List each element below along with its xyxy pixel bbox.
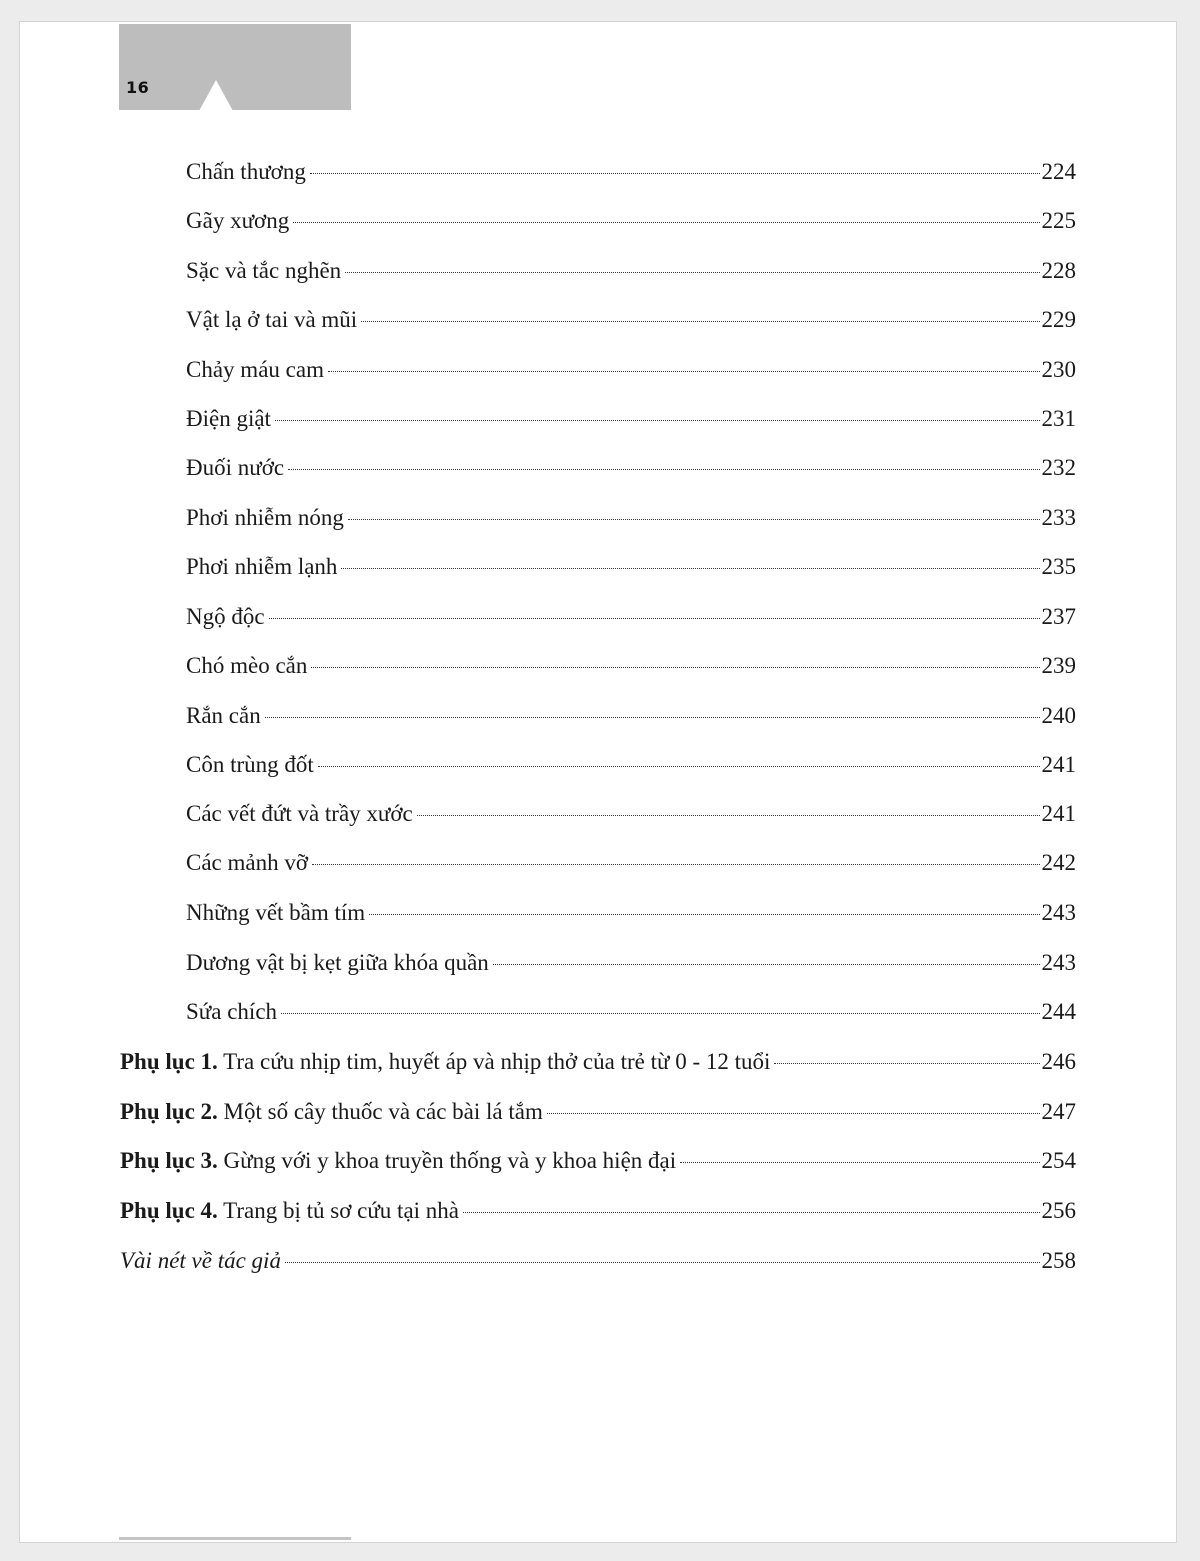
- dot-leader: [369, 914, 1039, 915]
- appendix-title-text: Gừng với y khoa truyền thống và y khoa hiện đại: [223, 1148, 677, 1173]
- toc-entry[interactable]: [186, 404, 1076, 434]
- toc-entry-page: 224: [1041, 159, 1076, 184]
- dot-leader: [348, 519, 1040, 520]
- toc-entry-title: Phơi nhiễm lạnh: [186, 554, 338, 579]
- dot-leader: [312, 864, 1039, 865]
- toc-entry[interactable]: [186, 602, 1076, 632]
- toc-entry[interactable]: [186, 256, 1076, 286]
- dot-leader: [311, 667, 1039, 668]
- dot-leader: [493, 964, 1040, 965]
- toc-entry-page: 241: [1041, 752, 1076, 777]
- toc-entry-page: 228: [1041, 258, 1076, 283]
- toc-entry-title: Côn trùng đốt: [186, 752, 314, 777]
- dot-leader: [328, 371, 1040, 372]
- toc-appendix-title: [120, 1196, 459, 1226]
- dot-leader: [265, 717, 1040, 718]
- toc-entry-page: 258: [1041, 1248, 1076, 1273]
- dot-leader: [281, 1013, 1039, 1014]
- toc-entry[interactable]: [186, 701, 1076, 731]
- dot-leader: [463, 1212, 1040, 1213]
- toc-entry-title: Chó mèo cắn: [186, 653, 308, 678]
- toc-entry-page: 240: [1041, 703, 1076, 728]
- appendix-label: Phụ lục 3.: [120, 1148, 218, 1173]
- toc-entry-title: Chảy máu cam: [186, 357, 324, 382]
- toc-entry-page: 254: [1041, 1148, 1076, 1173]
- toc-entry-title: Chấn thương: [186, 159, 306, 184]
- dot-leader: [293, 222, 1039, 223]
- toc-entry[interactable]: [186, 799, 1076, 829]
- toc-entry-title: Gãy xương: [186, 208, 290, 233]
- toc-entry-page: 225: [1041, 208, 1076, 233]
- dot-leader: [680, 1162, 1039, 1163]
- toc-appendix-entry[interactable]: [120, 1146, 1076, 1176]
- page-number: 16: [126, 78, 150, 97]
- toc-entry[interactable]: [186, 898, 1076, 928]
- toc-entry-page: 242: [1041, 850, 1076, 875]
- appendix-label: Phụ lục 4.: [120, 1198, 218, 1223]
- dot-leader: [318, 766, 1040, 767]
- toc-appendix-title: [120, 1047, 770, 1077]
- toc-entry-title: Các vết đứt và trầy xước: [186, 801, 413, 826]
- page-number-tab: [119, 24, 351, 110]
- toc-appendix-title: [120, 1146, 676, 1176]
- toc-entry[interactable]: [186, 355, 1076, 385]
- dot-leader: [345, 272, 1039, 273]
- footer-rule: [119, 1537, 351, 1540]
- toc-entry-page: 235: [1041, 554, 1076, 579]
- toc-entry[interactable]: [186, 651, 1076, 681]
- toc-entry-page: 243: [1041, 950, 1076, 975]
- dot-leader: [285, 1262, 1040, 1263]
- appendix-title-text: Tra cứu nhịp tim, huyết áp và nhịp thở của trẻ từ 0 - 12 tuổi: [223, 1049, 771, 1074]
- toc-entry-page: 231: [1041, 406, 1076, 431]
- toc-entry-page: 247: [1041, 1099, 1076, 1124]
- toc-entry-page: 244: [1041, 999, 1076, 1024]
- toc-entry-title: Điện giật: [186, 406, 271, 431]
- toc-entry-page: 246: [1041, 1049, 1076, 1074]
- toc-entry-page: 233: [1041, 505, 1076, 530]
- toc-entry-page: 241: [1041, 801, 1076, 826]
- toc-entry[interactable]: [186, 750, 1076, 780]
- toc-entry-title: Những vết bầm tím: [186, 900, 366, 925]
- toc-entry[interactable]: [186, 305, 1076, 335]
- dot-leader: [288, 469, 1039, 470]
- dot-leader: [417, 815, 1040, 816]
- dot-leader: [310, 173, 1040, 174]
- appendix-title-text: Trang bị tủ sơ cứu tại nhà: [223, 1198, 459, 1223]
- toc-entry-title: Phơi nhiễm nóng: [186, 505, 344, 530]
- dot-leader: [361, 321, 1039, 322]
- toc-author-title: Vài nét về tác giả: [120, 1248, 281, 1273]
- tab-notch-shape: [199, 80, 233, 111]
- appendix-title-text: Một số cây thuốc và các bài lá tắm: [223, 1099, 543, 1124]
- toc-entry-title: Rắn cắn: [186, 703, 261, 728]
- appendix-label: Phụ lục 1.: [120, 1049, 218, 1074]
- toc-entry-title: Ngộ độc: [186, 604, 265, 629]
- toc-entry[interactable]: [186, 848, 1076, 878]
- dot-leader: [774, 1063, 1039, 1064]
- toc-entry[interactable]: [186, 552, 1076, 582]
- toc-entry[interactable]: [186, 206, 1076, 236]
- toc-entry-title: Dương vật bị kẹt giữa khóa quần: [186, 950, 489, 975]
- dot-leader: [547, 1113, 1040, 1114]
- toc-entry-page: 256: [1041, 1198, 1076, 1223]
- toc-appendix-entry[interactable]: [120, 1196, 1076, 1226]
- book-page: [20, 22, 1176, 1542]
- toc-entry-page: 239: [1041, 653, 1076, 678]
- toc-entry-page: 243: [1041, 900, 1076, 925]
- toc-entry-page: 230: [1041, 357, 1076, 382]
- toc-entry-page: 229: [1041, 307, 1076, 332]
- toc-appendix-title: [120, 1097, 543, 1127]
- toc-entry[interactable]: [186, 157, 1076, 187]
- toc-entry-title: Đuối nước: [186, 455, 285, 480]
- toc-entry[interactable]: [186, 503, 1076, 533]
- toc-entry-title: Sứa chích: [186, 999, 278, 1024]
- toc-entry-page: 232: [1041, 455, 1076, 480]
- dot-leader: [269, 618, 1040, 619]
- appendix-label: Phụ lục 2.: [120, 1099, 218, 1124]
- toc-entry-title: Vật lạ ở tai và mũi: [186, 307, 358, 332]
- dot-leader: [341, 568, 1039, 569]
- toc-appendix-entry[interactable]: [120, 1047, 1076, 1077]
- toc-entry-title: Sặc và tắc nghẽn: [186, 258, 342, 283]
- toc-entry-title: Các mảnh vỡ: [186, 850, 309, 875]
- toc-author-entry[interactable]: [120, 1246, 1076, 1276]
- dot-leader: [275, 420, 1040, 421]
- toc-entry[interactable]: [186, 453, 1076, 483]
- toc-entry[interactable]: [186, 948, 1076, 978]
- toc-entry[interactable]: [186, 997, 1076, 1027]
- toc-entry-page: 237: [1041, 604, 1076, 629]
- toc-appendix-entry[interactable]: [120, 1097, 1076, 1127]
